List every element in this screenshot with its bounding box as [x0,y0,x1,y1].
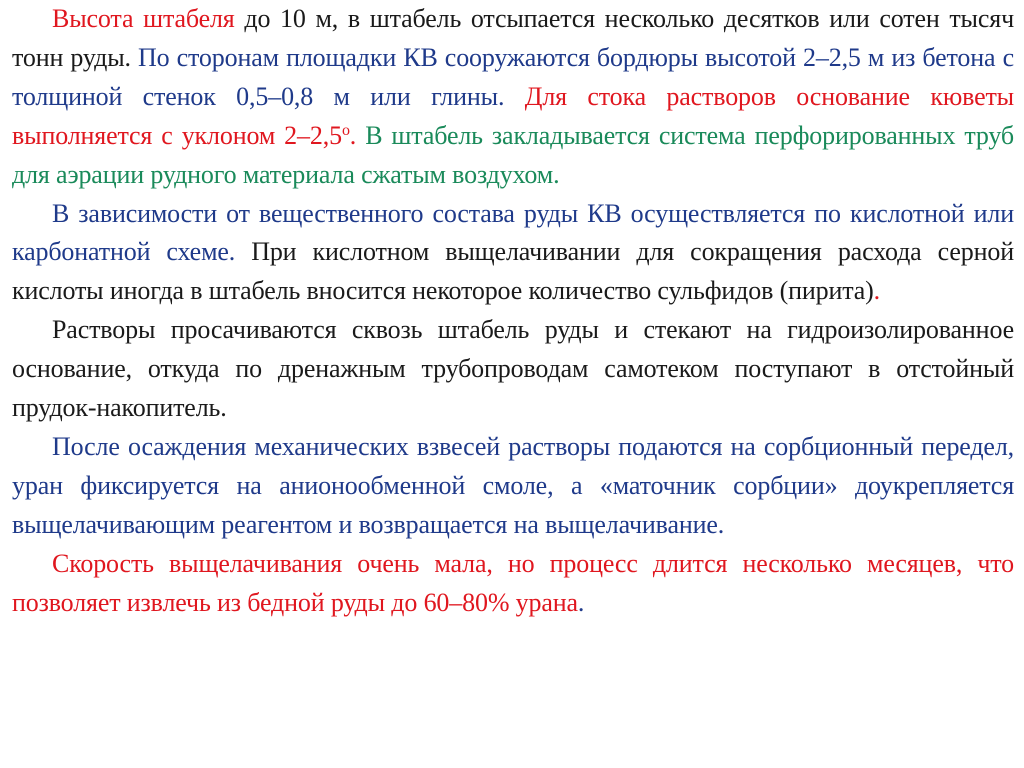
paragraph-heap-construction [12,0,1014,195]
paragraph-sorption [12,428,1014,545]
heap-height-text: до 10 м, в штабель отсыпается несколько десятков или сотен тысяч тонн руды. [12,4,1014,72]
aeration-text: В штабель закладывается система перфорированных труб для аэрации рудного материала сжатым воздухом. [12,120,1014,189]
document-body [12,0,1014,623]
scheme-text: В зависимости от вещественного состава руды КВ осуществляется по кислотной или карбонатной схеме. [12,198,1014,267]
curbs-text: По сторонам площадки КВ сооружаются бордюры высотой 2–2,5 м из бетона с толщиной стенок 0,5–0,8 м или глины. [12,42,1014,111]
leaching-rate-text: Скорость выщелачивания очень мала, но процесс длится несколько месяцев, что позволяет извлечь из бедной руды до 60–80% урана [12,548,1014,617]
sorption-text: После осаждения механических взвесей растворы подаются на сорбционный передел, уран фиксируется на анионообменной смоле, а «маточник сорбции» доукрепляется выщелачивающим реагентом и возвращается на выщелачивание. [12,431,1014,539]
heap-height-term: Высота штабеля [52,4,235,33]
paragraph-leaching-scheme [12,195,1014,312]
degree-superscript: о [341,121,350,139]
slope-period: . [349,120,357,150]
paragraph-solution-flow [12,311,1014,428]
acid-leaching-text: При кислотном выщелачивании для сокращения расхода серной кислоты иногда в штабель вносится некоторое количество сульфидов (пирита) [12,237,1014,306]
slope-text: Для стока растворов основание кюветы выполняется с уклоном 2–2,5 [12,81,1014,150]
paragraph-leaching-rate [12,545,1014,623]
solution-flow-text: Растворы просачиваются сквозь штабель руды и стекают на гидроизолированное основание, откуда по дренажным трубопроводам самотеком поступают в отстойный прудок-накопитель. [12,315,1014,423]
acid-period: . [873,276,881,306]
leaching-rate-period: . [577,587,585,617]
